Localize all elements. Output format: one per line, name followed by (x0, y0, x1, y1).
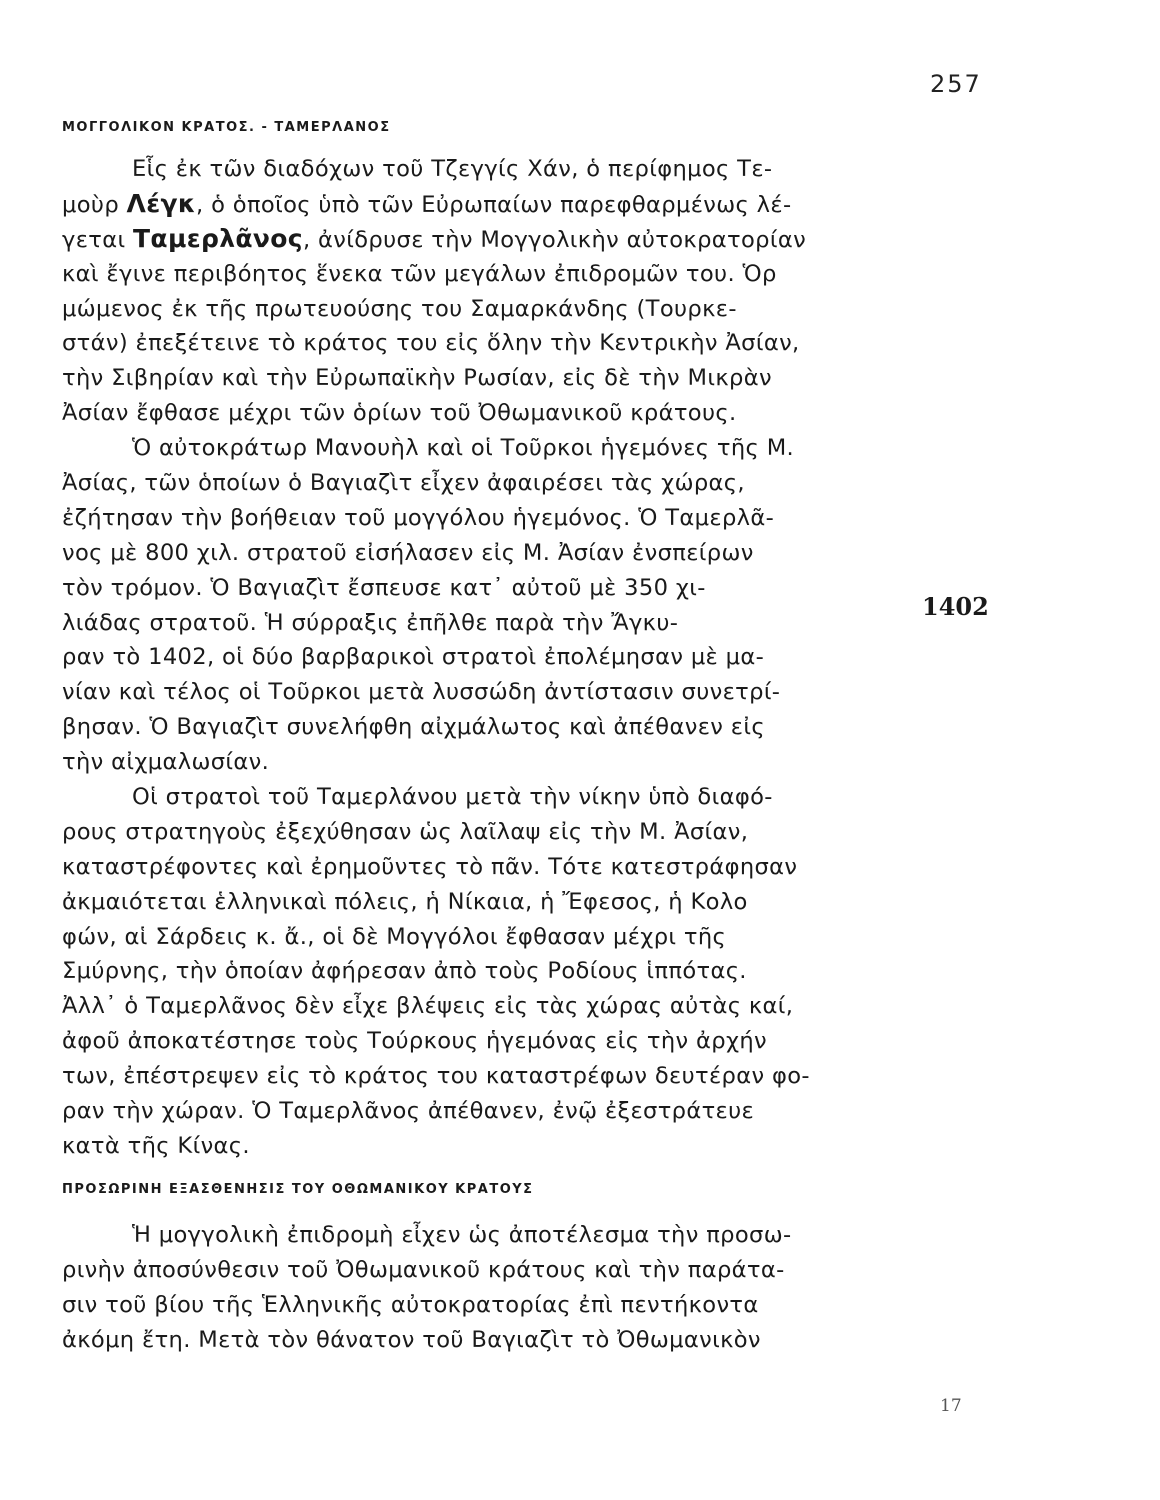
text-line: ἐζήτησαν τὴν βοήθειαν τοῦ μογγόλου ἡγεμόνος. Ὁ Ταμερλᾶ- (62, 504, 775, 531)
text-line: Σμύρνης, τὴν ὁποίαν ἀφήρεσαν ἀπὸ τοὺς Ροδίους ἱππότας. (62, 958, 747, 985)
text-line: ρους στρατηγοὺς ἐξεχύθησαν ὡς λαῖλαψ εἰς τὴν Μ. Ἀσίαν, (62, 818, 749, 845)
margin-note-year: 1402 (922, 592, 989, 621)
text-line: ἀκμαιότεται ἑλληνικαὶ πόλεις, ἡ Νίκαια, ἡ Ἔφεσος, ἡ Κολο (62, 888, 748, 915)
text-line: ἀφοῦ ἀποκατέστησε τοὺς Τούρκους ἡγεμόνας εἰς τὴν ἀρχήν (62, 1028, 768, 1055)
text-line: Ἀσίας, τῶν ὁποίων ὁ Βαγιαζὶτ εἶχεν ἀφαιρέσει τὰς χώρας, (62, 470, 745, 497)
text-line: νίαν καὶ τέλος οἱ Τοῦρκοι μετὰ λυσσώδη ἀντίστασιν συνετρί- (62, 679, 781, 706)
text-line: των, ἐπέστρεψεν εἰς τὸ κράτος του καταστρέφων δευτέραν φο- (62, 1063, 810, 1090)
text-line: τὴν αἰχμαλωσίαν. (62, 749, 270, 776)
signature-mark: 17 (940, 1396, 962, 1416)
section-body (62, 1218, 1002, 1358)
text-line: σιν τοῦ βίου τῆς Ἑλληνικῆς αὐτοκρατορίας ἐπὶ πεντήκοντα (62, 1291, 759, 1318)
text-line: Ὁ αὐτοκράτωρ Μανουὴλ καὶ οἱ Τοῦρκοι ἡγεμόνες τῆς Μ. (132, 435, 795, 462)
text-line: ρινὴν ἀποσύνθεσιν τοῦ Ὀθωμανικοῦ κράτους καὶ τὴν παράτα- (62, 1256, 785, 1283)
text-line: καὶ ἔγινε περιβόητος ἕνεκα τῶν μεγάλων ἐπιδρομῶν του. Ὁρ (62, 260, 777, 287)
text-line: νος μὲ 800 χιλ. στρατοῦ εἰσήλασεν εἰς Μ. Ἀσίαν ἐνσπείρων (62, 539, 754, 566)
text-line: καταστρέφοντες καὶ ἐρημοῦντες τὸ πᾶν. Τότε κατεστράφησαν (62, 853, 798, 880)
section-heading: ΠΡΟΣΩΡΙΝΗ ΕΞΑΣΘΕΝΗΣΙΣ ΤΟΥ ΟΘΩΜΑΝΙΚΟΥ ΚΡΑΤΟΥΣ (62, 1182, 534, 1197)
text-line: ραν τὴν χώραν. Ὁ Ταμερλᾶνος ἀπέθανεν, ἐνῷ ἐξεστράτευε (62, 1098, 755, 1125)
section-body (62, 152, 1002, 1164)
text-line: τὸν τρόμον. Ὁ Βαγιαζὶτ ἔσπευσε κατ᾽ αὐτοῦ μὲ 350 χι- (62, 574, 706, 601)
text-line: Οἱ στρατοὶ τοῦ Ταμερλάνου μετὰ τὴν νίκην ὑπὸ διαφό- (132, 784, 773, 811)
page-number: 257 (930, 70, 982, 98)
text-line: Εἷς ἐκ τῶν διαδόχων τοῦ Τζεγγίς Χάν, ὁ περίφημος Τε- (132, 156, 773, 182)
text-line: φών, αἱ Σάρδεις κ. ἄ., οἱ δὲ Μογγόλοι ἔφθασαν μέχρι τῆς (62, 923, 727, 950)
bold-name: Ταμερλᾶνος (133, 223, 303, 253)
text-line: βησαν. Ὁ Βαγιαζὶτ συνελήφθη αἰχμάλωτος καὶ ἀπέθανεν εἰς (62, 714, 765, 741)
text-line: Ἀσίαν ἔφθασε μέχρι τῶν ὁρίων τοῦ Ὀθωμανικοῦ κράτους. (62, 400, 737, 427)
text-line: Ἀλλ᾽ ὁ Ταμερλᾶνος δὲν εἶχε βλέψεις εἰς τὰς χώρας αὐτὰς καί, (62, 993, 794, 1020)
text-line: μοὺρ Λέγκ, ὁ ὁποῖος ὑπὸ τῶν Εὐρωπαίων παρεφθαρμένως λέ- (62, 188, 792, 218)
text-line: κατὰ τῆς Κίνας. (62, 1132, 250, 1159)
text-line: στάν) ἐπεξέτεινε τὸ κράτος του εἰς ὅλην τὴν Κεντρικὴν Ἀσίαν, (62, 330, 800, 357)
text-line: γεται Ταμερλᾶνος, ἀνίδρυσε τὴν Μογγολικὴν αὐτοκρατορίαν (62, 223, 807, 253)
text-line: ἀκόμη ἔτη. Μετὰ τὸν θάνατον τοῦ Βαγιαζὶτ τὸ Ὀθωμανικὸν (62, 1326, 761, 1353)
text-line: ραν τὸ 1402, οἱ δύο βαρβαρικοὶ στρατοὶ ἐπολέμησαν μὲ μα- (62, 644, 765, 671)
text-line: Ἡ μογγολικὴ ἐπιδρομὴ εἶχεν ὡς ἀποτέλεσμα τὴν προσω- (132, 1222, 792, 1248)
section-heading: ΜΟΓΓΟΛΙΚΟΝ ΚΡΑΤΟΣ. - ΤΑΜΕΡΛΑΝΟΣ (62, 120, 391, 135)
text-line: μώμενος ἐκ τῆς πρωτευούσης του Σαμαρκάνδης (Τουρκε- (62, 295, 737, 322)
text-line: τὴν Σιβηρίαν καὶ τὴν Εὐρωπαϊκὴν Ρωσίαν, εἰς δὲ τὴν Μικρὰν (62, 365, 772, 392)
bold-name: Λέγκ (126, 188, 197, 218)
text-line: λιάδας στρατοῦ. Ἡ σύρραξις ἐπῆλθε παρὰ τὴν Ἄγκυ- (62, 609, 679, 636)
